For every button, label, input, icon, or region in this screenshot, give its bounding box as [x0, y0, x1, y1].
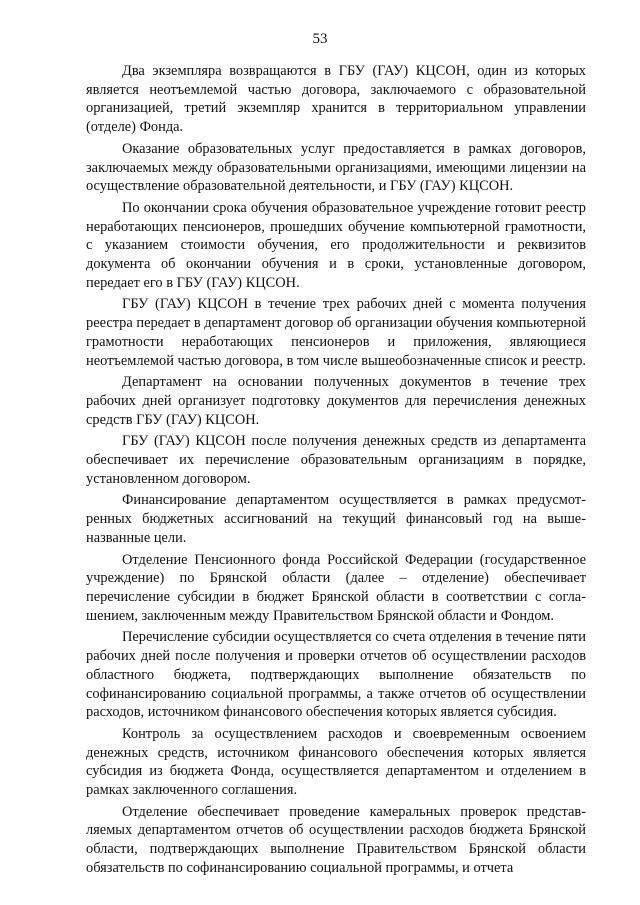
paragraph-pensioners-register: По окончании срока обучения образовательное учреждение готовит реестр неработающих пенсионеров, прошедших обучение компьютерной грамотности, с указанием стоимости обучения, его продолжительности и реквизитов документа об окончании обучения и в сроки, установленные договором, передает его в ГБУ (ГАУ) КЦСОН. — [86, 199, 586, 291]
paragraph-transfer-to-department: ГБУ (ГАУ) КЦСОН в течение трех рабочих дней с момента получения реестра передает в департамент договор об организации обучения компьютерной грамотности неработающих пенсионеров и приложения, являющиеся неотъемлемой частью договора, в том числе вышеобозначенные список и реестр. — [86, 296, 586, 369]
paragraph-desk-audits: Отделение обеспечивает проведение камеральных проверок представляемых департаментом отчетов об осуществлении расходов бюджета Брянской области, подтверждающих выполнение Правительством Брянской области обязательств по софинансированию социальной программы, и отчета — [86, 803, 586, 876]
paragraph-budget-financing: Финансирование департаментом осуществляется в рамках предусмотренных бюджетных ассигнований на текущий финансовый год на вышеназванные цели. — [86, 492, 586, 546]
document-body — [86, 62, 586, 878]
paragraph-payment-to-organizations: ГБУ (ГАУ) КЦСОН после получения денежных средств из департамента обеспечивает их перечисление образовательным организациям в порядке, установленном договором. — [86, 433, 586, 487]
paragraph-department-funding-prep: Департамент на основании полученных документов в течение трех рабочих дней организует подготовку документов для перечисления денежных средств ГБУ (ГАУ) КЦСОН. — [86, 374, 586, 428]
paragraph-educational-services: Оказание образовательных услуг предоставляется в рамках договоров, заключаемых между образовательными организациями, имеющими лицензии на осуществление образовательной деятельности, и ГБУ (ГАУ) КЦСОН. — [86, 140, 586, 195]
page-number: 53 — [312, 31, 328, 47]
paragraph-return-copies: Два экземпляра возвращаются в ГБУ (ГАУ) КЦСОН, один из которых является неотъемлемой частью договора, заключаемого с образовательной организацией, третий экземпляр хранится в территориальном управлении (отделе) Фонда. — [86, 63, 586, 136]
paragraph-subsidy-transfer: Перечисление субсидии осуществляется со счета отделения в течение пяти рабочих дней после получения и проверки отчетов об осуществлении расходов областного бюджета, подтверждающих выполнение обязательств по софинансированию социальной программы, а также отчетов об осуществлении расходов, источником финансового обеспечения которых является субсидия. — [86, 629, 586, 721]
paragraph-expense-control: Контроль за осуществлением расходов и своевременным освоением денежных средств, источником финансового обеспечения которых является субсидия из бюджета Фонда, осуществляется департаментом и отделением в рамках заключенного соглашения. — [86, 725, 586, 799]
paragraph-pension-fund-subsidy: Отделение Пенсионного фонда Российской Федерации (государственное учреждение) по Брянской области (далее – отделение) обеспечивает перечисление субсидии в бюджет Брянской области в соответствии с соглашением, заключенным между Правительством Брянской области и Фондом. — [86, 551, 586, 624]
